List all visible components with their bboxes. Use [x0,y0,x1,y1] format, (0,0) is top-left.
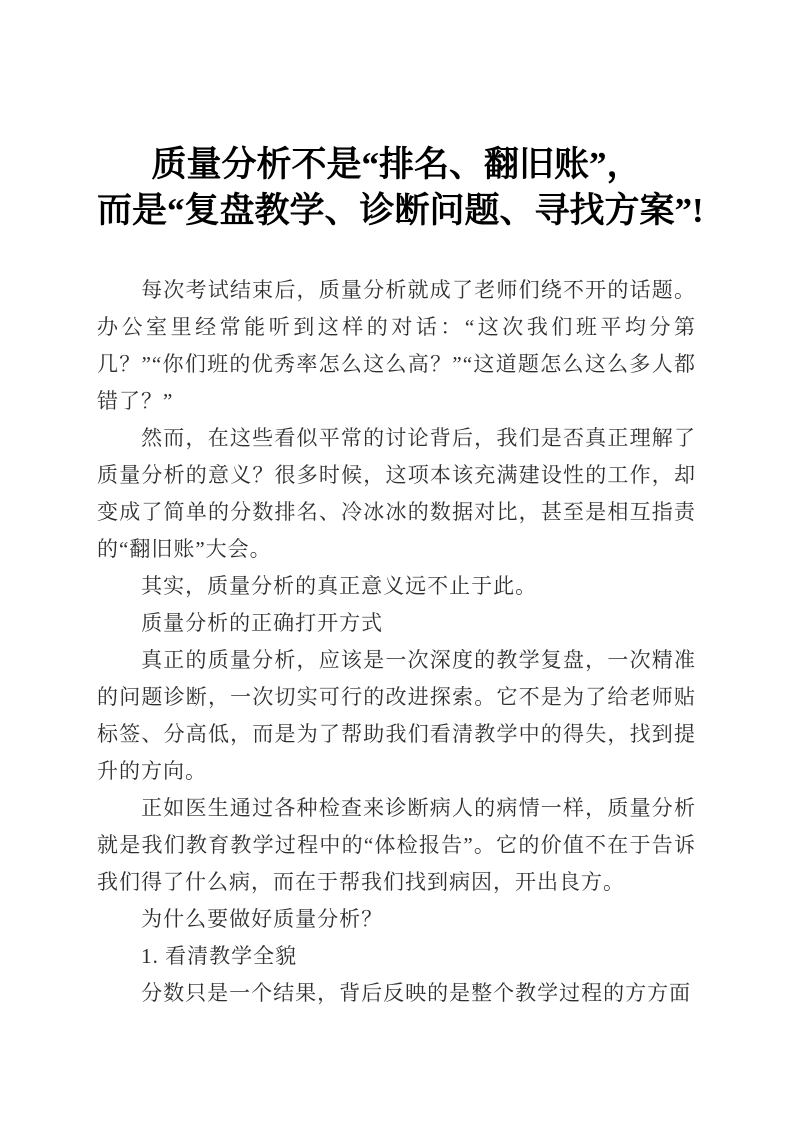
paragraph-list-item-1: 1. 看清教学全貌 [141,944,298,968]
paragraph-real-meaning: 其实，质量分析的真正意义远不止于此。 [141,574,538,598]
document-body [97,272,696,1012]
title-line-1: 质量分析不是“排名、翻旧账”， [151,145,642,184]
paragraph-intro-dialogue: 每次考试结束后，质量分析就成了老师们绕不开的话题。办公室里经常能听到这样的对话：“这次我们班平均分第几？”“你们班的优秀率怎么这么高？”“这道题怎么这么多人都错了？” [97,278,696,413]
document-title [97,142,704,234]
paragraph-problem-statement: 然而，在这些看似平常的讨论背后，我们是否真正理解了质量分析的意义？很多时候，这项本该充满建设性的工作，却变成了简单的分数排名、冷冰冰的数据对比，甚至是相互指责的“翻旧账”大会。 [97,426,696,561]
paragraph-section-heading-why: 为什么要做好质量分析？ [141,907,384,931]
paragraph-scores-are-results: 分数只是一个结果，背后反映的是整个教学过程的方方面 [141,981,692,1005]
paragraph-section-heading-correct-way: 质量分析的正确打开方式 [141,611,384,635]
paragraph-true-quality-analysis: 真正的质量分析，应该是一次深度的教学复盘，一次精准的问题诊断，一次切实可行的改进探索。它不是为了给老师贴标签、分高低，而是为了帮助我们看清教学中的得失，找到提升的方向。 [97,648,696,783]
title-line-2: 而是“复盘教学、诊断问题、寻找方案”! [97,191,704,230]
paragraph-doctor-analogy: 正如医生通过各种检查来诊断病人的病情一样，质量分析就是我们教育教学过程中的“体检报告”。它的价值不在于告诉我们得了什么病，而在于帮我们找到病因，开出良方。 [97,796,696,894]
